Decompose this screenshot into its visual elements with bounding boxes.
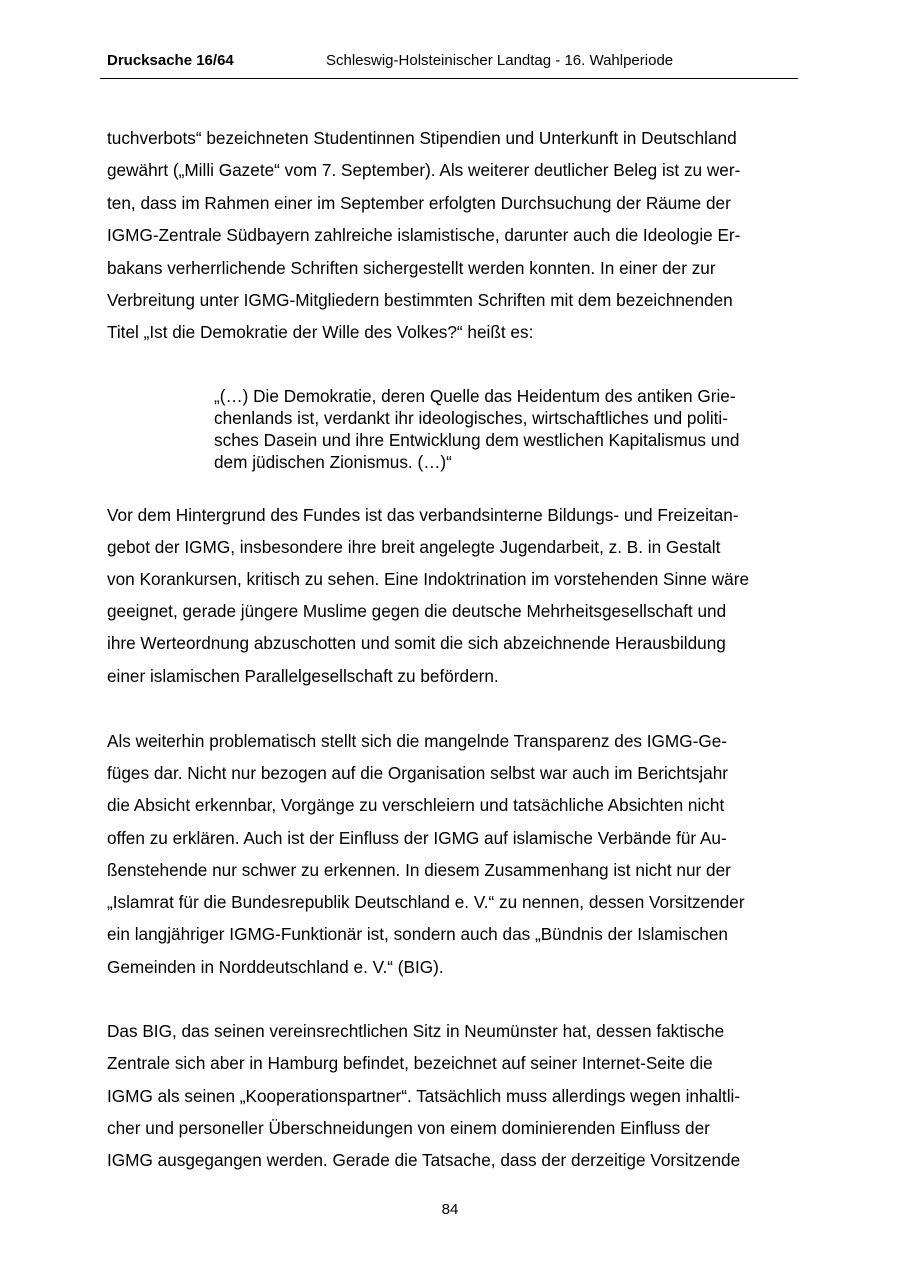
text-line: gebot der IGMG, insbesondere ihre breit angelegte Jugendarbeit, z. B. in Gestalt: [107, 537, 721, 557]
text-line: tuchverbots“ bezeichneten Studentinnen Stipendien und Unterkunft in Deutschland: [107, 128, 737, 148]
text-line: offen zu erklären. Auch ist der Einfluss der IGMG auf islamische Verbände für Au-: [107, 828, 727, 848]
document-title: Schleswig-Holsteinischer Landtag - 16. Wahlperiode: [326, 52, 674, 69]
text-line: Gemeinden in Norddeutschland e. V.“ (BIG).: [107, 957, 444, 977]
text-line: von Korankursen, kritisch zu sehen. Eine Indoktrination im vorstehenden Sinne wäre: [107, 569, 750, 589]
page-number: 84: [441, 1201, 459, 1218]
document-number: Drucksache 16/64: [107, 52, 234, 69]
quote-line: „(…) Die Demokratie, deren Quelle das Heidentum des antiken Grie-: [214, 386, 736, 406]
text-line: Vor dem Hintergrund des Fundes ist das verbandsinterne Bildungs- und Freizeitan-: [107, 505, 739, 525]
text-line: bakans verherrlichende Schriften sichergestellt werden konnten. In einer der zur: [107, 258, 716, 278]
text-line: füges dar. Nicht nur bezogen auf die Organisation selbst war auch im Berichtsjahr: [107, 763, 728, 783]
text-line: ßenstehende nur schwer zu erkennen. In diesem Zusammenhang ist nicht nur der: [107, 860, 731, 880]
text-line: Verbreitung unter IGMG-Mitgliedern bestimmten Schriften mit dem bezeichnenden: [107, 290, 733, 310]
text-line: Titel „Ist die Demokratie der Wille des Volkes?“ heißt es:: [107, 322, 534, 342]
text-line: die Absicht erkennbar, Vorgänge zu verschleiern und tatsächliche Absichten nicht: [107, 795, 725, 815]
text-line: Zentrale sich aber in Hamburg befindet, bezeichnet auf seiner Internet-Seite die: [107, 1053, 713, 1073]
quote-line: sches Dasein und ihre Entwicklung dem westlichen Kapitalismus und: [214, 430, 740, 450]
text-line: ihre Werteordnung abzuschotten und somit die sich abzeichnende Herausbildung: [107, 633, 726, 653]
text-line: ten, dass im Rahmen einer im September erfolgten Durchsuchung der Räume der: [107, 193, 731, 213]
text-line: gewährt („Milli Gazete“ vom 7. September). Als weiterer deutlicher Beleg ist zu wer-: [107, 160, 741, 180]
text-line: Das BIG, das seinen vereinsrechtlichen Sitz in Neumünster hat, dessen faktische: [107, 1021, 725, 1041]
quote-line: chenlands ist, verdankt ihr ideologisches, wirtschaftliches und politi-: [214, 408, 728, 428]
text-line: Als weiterhin problematisch stellt sich die mangelnde Transparenz des IGMG-Ge-: [107, 731, 727, 751]
text-line: IGMG als seinen „Kooperationspartner“. Tatsächlich muss allerdings wegen inhaltli-: [107, 1086, 741, 1106]
text-line: IGMG-Zentrale Südbayern zahlreiche islamistische, darunter auch die Ideologie Er-: [107, 225, 741, 245]
quote-line: dem jüdischen Zionismus. (…)“: [214, 452, 452, 472]
text-line: ein langjähriger IGMG-Funktionär ist, sondern auch das „Bündnis der Islamischen: [107, 924, 728, 944]
text-line: einer islamischen Parallelgesellschaft zu befördern.: [107, 666, 499, 686]
text-line: geeignet, gerade jüngere Muslime gegen die deutsche Mehrheitsgesellschaft und: [107, 601, 727, 621]
text-line: IGMG ausgegangen werden. Gerade die Tatsache, dass der derzeitige Vorsitzende: [107, 1150, 741, 1170]
text-line: cher und personeller Überschneidungen von einem dominierenden Einfluss der: [107, 1118, 710, 1138]
text-line: „Islamrat für die Bundesrepublik Deutschland e. V.“ zu nennen, dessen Vorsitzender: [107, 892, 745, 912]
page-header: [100, 52, 798, 79]
